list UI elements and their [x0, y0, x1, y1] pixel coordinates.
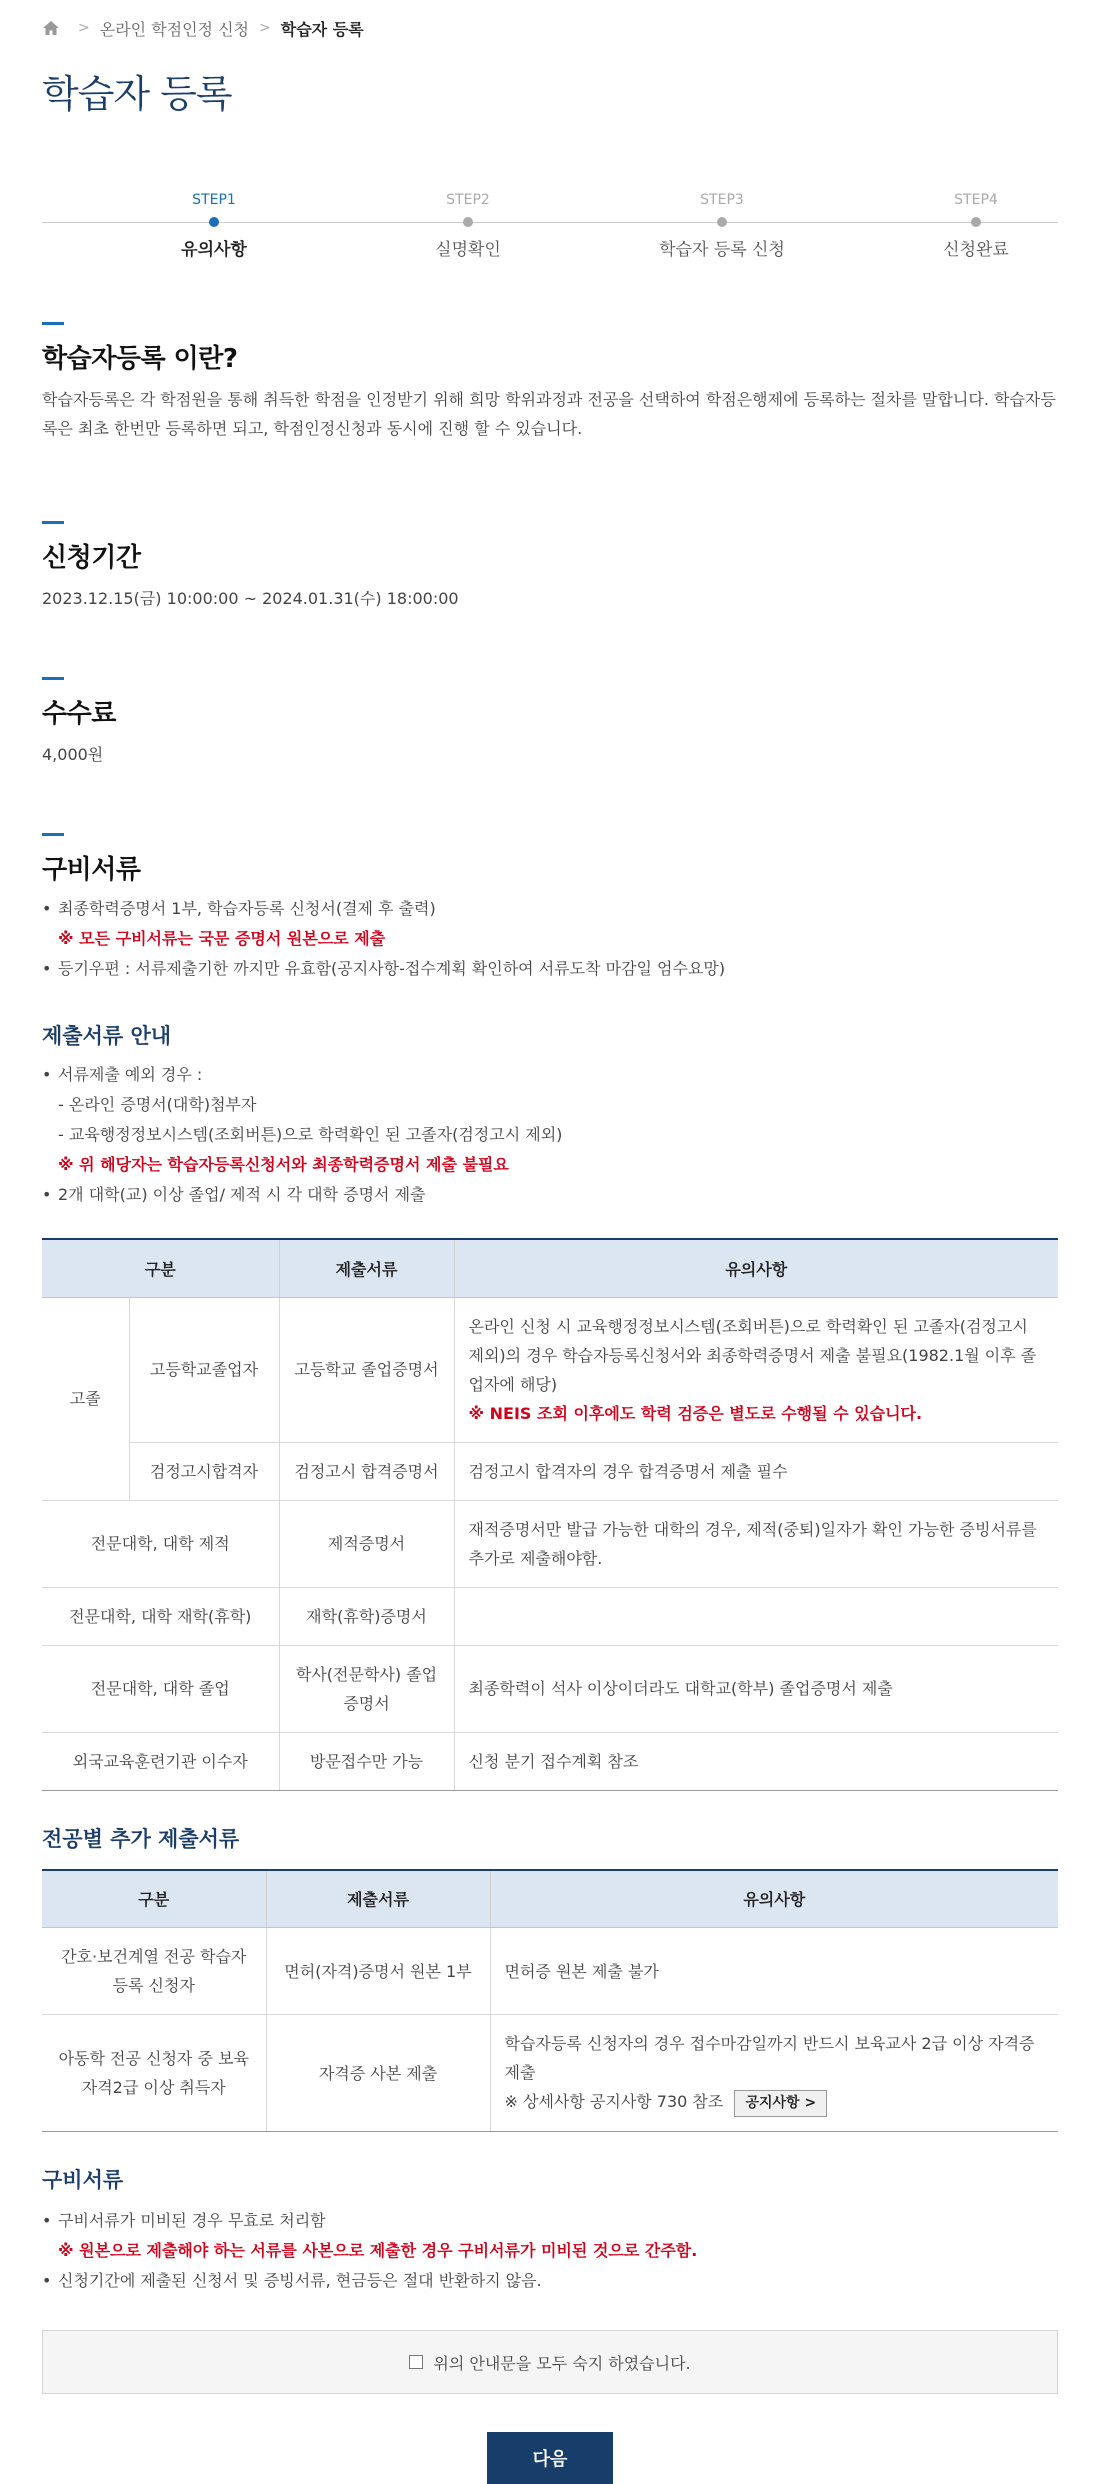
list-item: • 등기우편 : 서류제출기한 까지만 유효함(공지사항-접수계획 확인하여 서류도착 마감일 엄수요망) — [42, 954, 1058, 984]
table-header-row — [42, 1239, 1058, 1297]
agree-label[interactable]: 위의 안내문을 모두 숙지 하였습니다. — [433, 2353, 691, 2373]
table-cell: 방문접수만 가능 — [279, 1732, 454, 1790]
table-header-row — [42, 1870, 1058, 1928]
column-header: 유의사항 — [490, 1870, 1058, 1928]
table-cell: 전문대학, 대학 재학(휴학) — [42, 1587, 279, 1645]
table-cell: 최종학력이 석사 이상이더라도 대학교(학부) 졸업증명서 제출 — [454, 1645, 1058, 1732]
home-icon[interactable] — [42, 19, 60, 37]
chevron-right-icon: > — [78, 20, 90, 36]
list-item: • 신청기간에 제출된 신청서 및 증빙서류, 현금등은 절대 반환하지 않음. — [42, 2266, 1058, 2296]
cell-text: 온라인 신청 시 교육행정정보시스템(조회버튼)으로 학력확인 된 고졸자(검정고시 제외)의 경우 학습자등록신청서와 최종학력증명서 제출 불필요(1982.1월 이후 졸업자에 해당) — [468, 1316, 1037, 1394]
docs-list — [42, 894, 1058, 924]
docs2-note: ※ 원본으로 제출해야 하는 서류를 사본으로 제출한 경우 구비서류가 미비된 것으로 간주함. — [58, 2241, 698, 2260]
list-item: • 서류제출 예외 경우 : — [42, 1060, 1058, 1090]
step-label: STEP2 — [446, 192, 490, 208]
table-cell: 간호·보건계열 전공 학습자등록 신청자 — [42, 1928, 266, 2015]
agree-checkbox[interactable] — [409, 2355, 423, 2369]
column-header: 유의사항 — [454, 1239, 1058, 1297]
table-cell: 고등학교 졸업증명서 — [279, 1297, 454, 1442]
table-cell: 검정고시합격자 — [129, 1442, 279, 1500]
submit-guide-list — [42, 1060, 1058, 1090]
table-cell: 신청 분기 접수계획 참조 — [454, 1732, 1058, 1790]
table-cell: 검정고시 합격증명서 — [279, 1442, 454, 1500]
section-bar — [42, 521, 64, 524]
submit-guide-title: 제출서류 안내 — [42, 1024, 172, 1048]
cell-text: 학습자등록 신청자의 경우 접수마감일까지 반드시 보육교사 2급 이상 자격증 제출 — [504, 2034, 1035, 2082]
docs-note: ※ 모든 구비서류는 국문 증명서 원본으로 제출 — [58, 929, 386, 948]
dash-item: - 온라인 증명서(대학)첨부자 — [58, 1095, 257, 1114]
section-bar — [42, 322, 64, 325]
dash-item-text: 교육행정정보시스템(조회버튼)으로 학력확인 된 고졸자(검정고시 제외) — [68, 1125, 563, 1144]
table-row — [42, 1928, 1058, 2015]
table-cell: 전문대학, 대학 제적 — [42, 1500, 279, 1587]
docs-section — [42, 833, 1058, 2484]
step-indicator — [42, 188, 1058, 278]
intro-section — [42, 322, 1058, 443]
table-row — [42, 1442, 1058, 1500]
step-dot — [717, 217, 727, 227]
step-dot — [463, 217, 473, 227]
table-cell: 외국교육훈련기관 이수자 — [42, 1732, 279, 1790]
table-cell: 재학(휴학)증명서 — [279, 1587, 454, 1645]
next-button[interactable]: 다음 — [487, 2432, 613, 2484]
step-name: 신청완료 — [943, 240, 1009, 260]
docs2-title: 구비서류 — [42, 2168, 124, 2192]
step-name: 학습자 등록 신청 — [659, 240, 785, 260]
column-header: 제출서류 — [279, 1239, 454, 1297]
column-header: 구분 — [42, 1239, 279, 1297]
period-section — [42, 521, 1058, 613]
list-item: • 2개 대학(교) 이상 졸업/ 제적 시 각 대학 증명서 제출 — [42, 1180, 1058, 1210]
breadcrumb-item[interactable]: 온라인 학점인정 신청 — [99, 19, 250, 39]
table-row — [42, 2015, 1058, 2132]
docs2-list — [42, 2266, 1058, 2296]
step-name: 유의사항 — [181, 240, 247, 260]
table-cell: 고등학교졸업자 — [129, 1297, 279, 1442]
table-cell: 아동학 전공 신청자 중 보육자격2급 이상 취득자 — [42, 2015, 266, 2132]
agree-box — [42, 2330, 1058, 2394]
step-label: STEP1 — [192, 192, 236, 208]
page-title: 학습자 등록 — [42, 72, 232, 116]
table-cell: 고졸 — [42, 1297, 129, 1500]
step-1 — [84, 188, 344, 260]
chevron-right-icon: > — [259, 20, 271, 36]
major-docs-title: 전공별 추가 제출서류 — [42, 1826, 240, 1851]
table-cell — [454, 1587, 1058, 1645]
submit-docs-table — [42, 1238, 1058, 1791]
step-label: STEP4 — [954, 192, 998, 208]
column-header: 구분 — [42, 1870, 266, 1928]
column-header: 제출서류 — [266, 1870, 490, 1928]
cell-reference — [505, 2087, 1045, 2117]
submit-guide-note: ※ 위 해당자는 학습자등록신청서와 최종학력증명서 제출 불필요 — [58, 1155, 509, 1174]
section-title: 구비서류 — [42, 855, 141, 885]
notice-button[interactable] — [734, 2090, 827, 2117]
table-cell — [490, 2015, 1058, 2132]
list-item: • 구비서류가 미비된 경우 무효로 처리함 — [42, 2206, 1058, 2236]
table-row — [42, 1732, 1058, 1790]
major-docs-table — [42, 1869, 1058, 2133]
period-text: 2023.12.15(금) 10:00:00 ~ 2024.01.31(수) 18:00:00 — [42, 589, 459, 608]
dash-item-text: 온라인 증명서(대학)첨부자 — [68, 1095, 257, 1114]
table-cell: 제적증명서 — [279, 1500, 454, 1587]
section-title: 수수료 — [42, 699, 116, 729]
table-cell — [454, 1297, 1058, 1442]
step-2 — [338, 188, 598, 260]
section-bar — [42, 833, 64, 836]
chevron-right-icon: > — [804, 2095, 817, 2111]
table-cell: 학사(전문학사) 졸업증명서 — [279, 1645, 454, 1732]
step-3 — [592, 188, 852, 260]
breadcrumb — [42, 0, 1058, 56]
section-title: 학습자등록 이란? — [42, 344, 238, 374]
step-dot — [971, 217, 981, 227]
step-dot — [209, 217, 219, 227]
breadcrumb-current: 학습자 등록 — [280, 19, 364, 39]
dash-item: - 교육행정정보시스템(조회버튼)으로 학력확인 된 고졸자(검정고시 제외) — [58, 1125, 563, 1144]
reference-text: ※ 상세사항 공지사항 730 참조 — [504, 2092, 724, 2111]
fee-section — [42, 677, 1058, 769]
table-row — [42, 1297, 1058, 1442]
table-row — [42, 1587, 1058, 1645]
submit-guide-list — [42, 1180, 1058, 1210]
step-4 — [846, 188, 1100, 260]
notice-button-label: 공지사항 — [745, 2095, 800, 2111]
section-title: 신청기간 — [42, 543, 141, 573]
table-cell: 전문대학, 대학 졸업 — [42, 1645, 279, 1732]
docs2-list — [42, 2206, 1058, 2236]
step-label: STEP3 — [700, 192, 744, 208]
table-row — [42, 1645, 1058, 1732]
fee-text: 4,000원 — [42, 745, 104, 764]
table-cell: 검정고시 합격자의 경우 합격증명서 제출 필수 — [454, 1442, 1058, 1500]
table-row — [42, 1500, 1058, 1587]
list-item: • 최종학력증명서 1부, 학습자등록 신청서(결제 후 출력) — [42, 894, 1058, 924]
table-cell: 재적증명서만 발급 가능한 대학의 경우, 제적(중퇴)일자가 확인 가능한 증빙서류를 추가로 제출해야함. — [454, 1500, 1058, 1587]
section-bar — [42, 677, 64, 680]
step-name: 실명확인 — [435, 240, 501, 260]
table-cell: 자격증 사본 제출 — [266, 2015, 490, 2132]
table-cell: 면허(자격)증명서 원본 1부 — [266, 1928, 490, 2015]
docs-list — [42, 954, 1058, 984]
cell-warning: ※ NEIS 조회 이후에도 학력 검증은 별도로 수행될 수 있습니다. — [468, 1403, 923, 1423]
intro-text: 학습자등록은 각 학점원을 통해 취득한 학점을 인정받기 위해 희망 학위과정과 전공을 선택하여 학점은행제에 등록하는 절차를 말합니다. 학습자등록은 최초 한번만 등록하면 되고, 학점인정신청과 동시에 진행 할 수 있습니다. — [42, 390, 1056, 438]
next-button-wrap — [42, 2432, 1058, 2484]
table-cell: 면허증 원본 제출 불가 — [490, 1928, 1058, 2015]
